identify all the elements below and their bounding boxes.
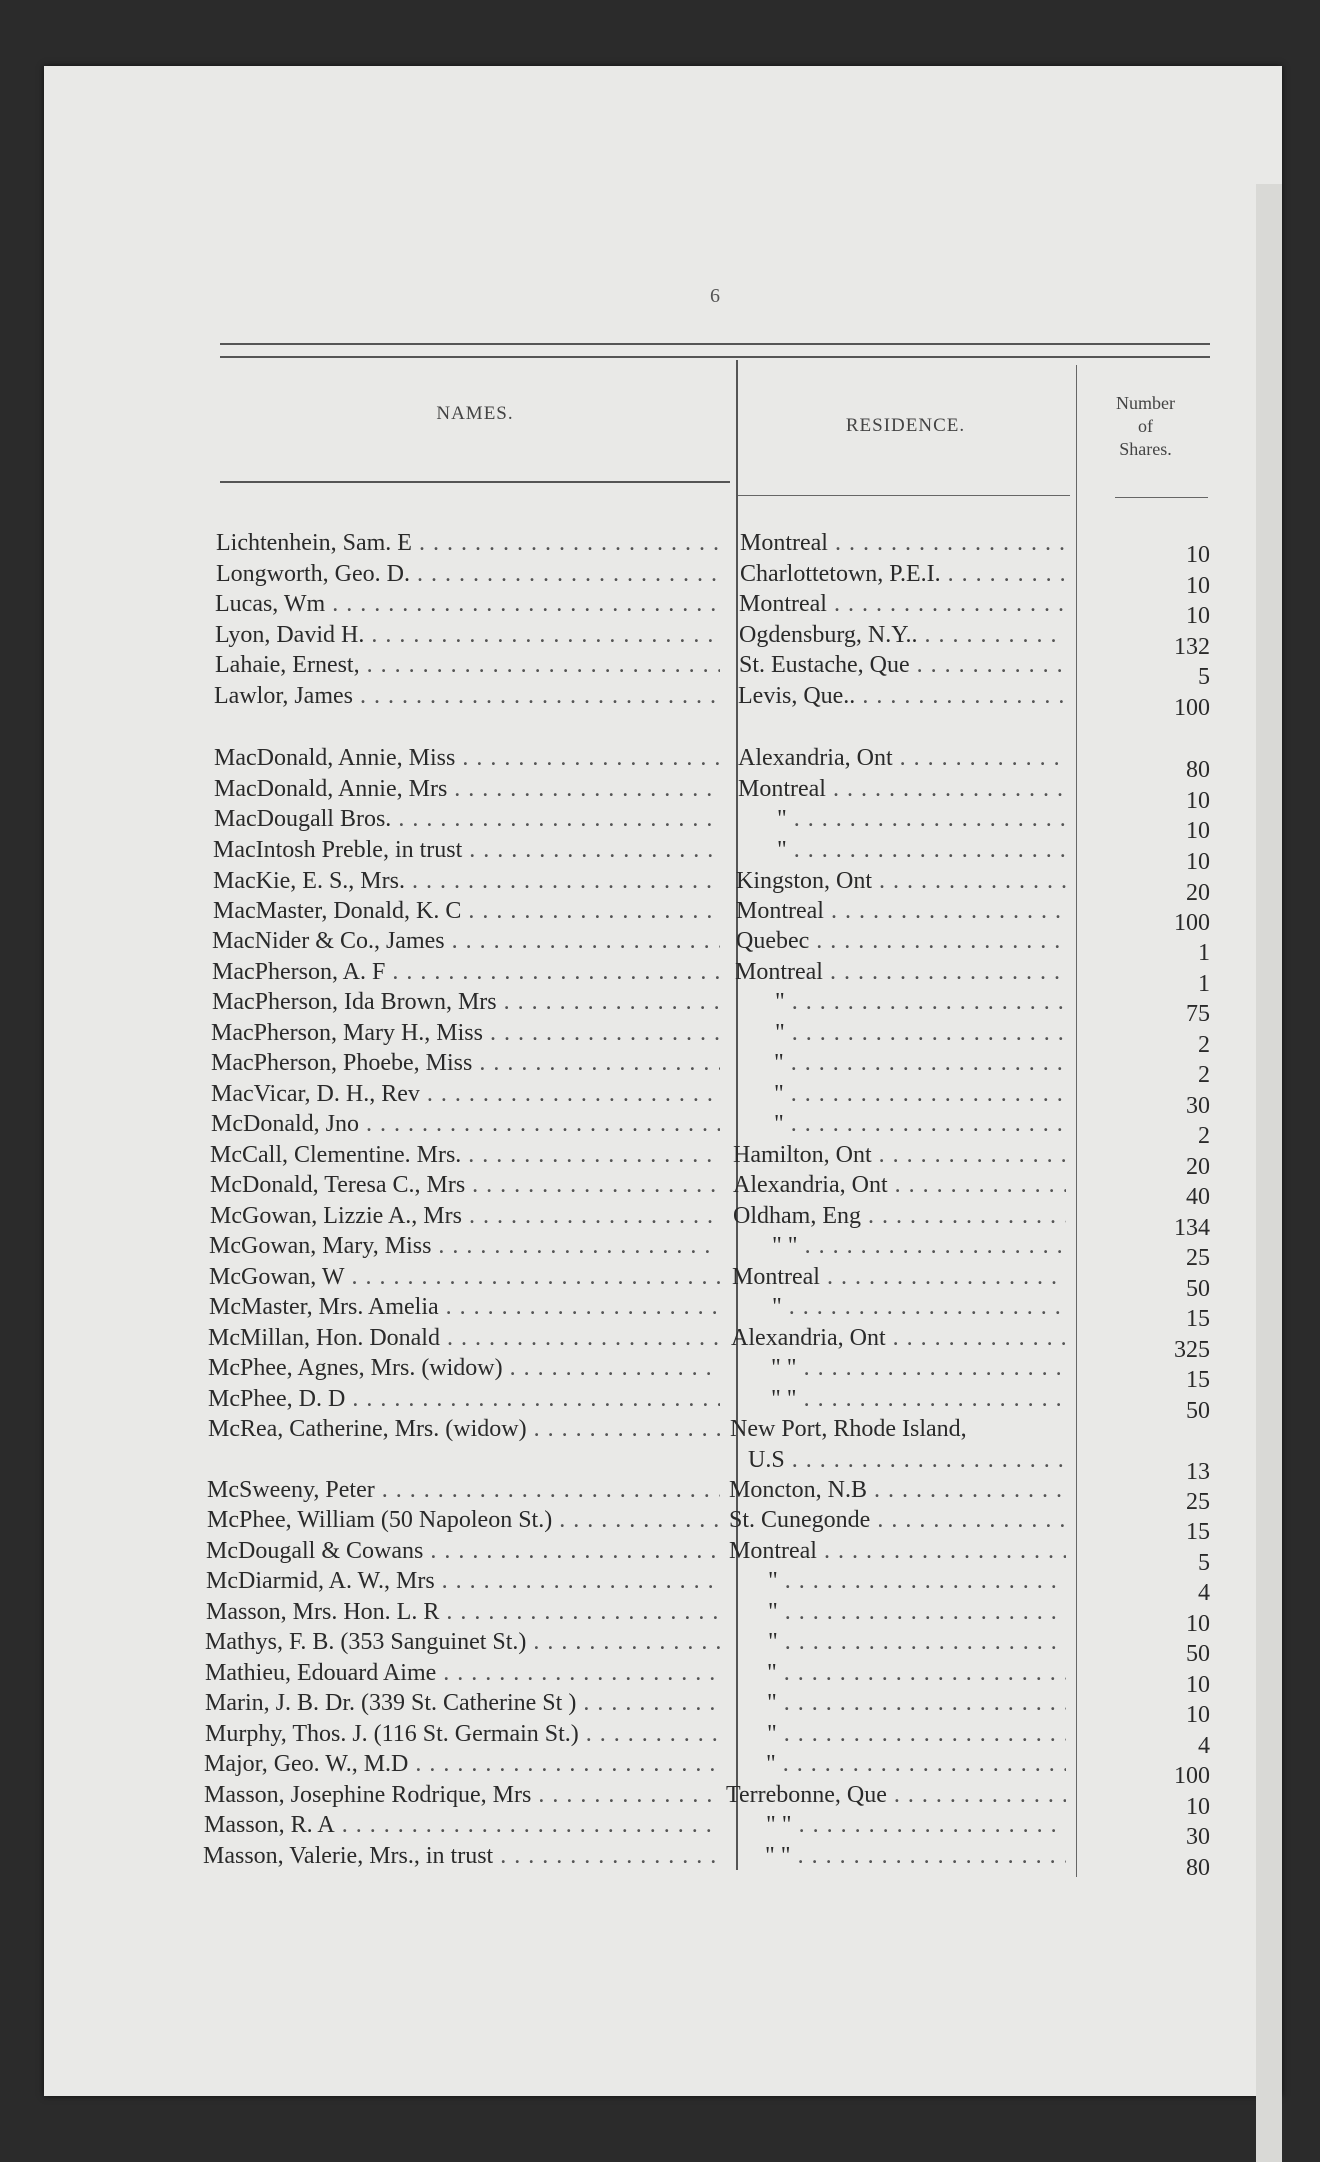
share-count: 4 [1198, 1733, 1210, 1759]
table-row [0, 1810, 1320, 1850]
table-row [0, 1292, 1320, 1332]
table-row [0, 804, 1320, 844]
table-row [0, 1079, 1320, 1119]
residence: St. Cunegonde . . . [729, 1505, 1066, 1535]
residence: Alexandria, Ont . . . [733, 1170, 1066, 1200]
share-count: 30 [1186, 1824, 1210, 1850]
table-row [0, 1170, 1320, 1210]
share-count: 10 [1186, 818, 1210, 844]
shareholder-name: McDiarmid, A. W., Mrs . . . [206, 1566, 720, 1596]
residence: Ogdensburg, N.Y.. . . . [739, 620, 1066, 650]
shareholder-name: MacVicar, D. H., Rev . . . [211, 1079, 720, 1109]
residence: " . . . [774, 1109, 1066, 1139]
table-row [0, 528, 1320, 568]
table-row [0, 1384, 1320, 1424]
shareholder-name: McPhee, Agnes, Mrs. (widow) . . . [208, 1353, 720, 1383]
share-count: 15 [1186, 1367, 1210, 1393]
shareholder-name: Masson, R. A . . . [204, 1810, 720, 1840]
shareholder-name: McGowan, W . . . [209, 1262, 720, 1292]
shareholder-name: Lyon, David H. . . . [215, 620, 720, 650]
shareholder-name: McDougall & Cowans . . . [206, 1536, 720, 1566]
residence: Terrebonne, Que . . . [726, 1780, 1066, 1810]
shares-header-line-3: Shares. [1119, 439, 1172, 459]
share-count: 50 [1186, 1398, 1210, 1424]
shares-header-line-1: Number [1116, 393, 1175, 413]
residence: " . . . [774, 1048, 1066, 1078]
residence: Montreal . . . [736, 896, 1066, 926]
table-row [0, 1719, 1320, 1759]
share-count: 10 [1186, 603, 1210, 629]
residence: " . . . [767, 1719, 1066, 1749]
residence: St. Eustache, Que . . . [739, 650, 1066, 680]
shareholder-name: Major, Geo. W., M.D . . . [204, 1749, 720, 1779]
shareholder-name: Masson, Mrs. Hon. L. R . . . [206, 1597, 720, 1627]
share-count: 100 [1174, 1763, 1210, 1789]
table-row [0, 774, 1320, 814]
share-count: 80 [1186, 1855, 1210, 1881]
table-row [0, 1597, 1320, 1637]
residence: " . . . [767, 1658, 1066, 1688]
shareholder-name: Mathys, F. B. (353 Sanguinet St.) . . . [205, 1627, 720, 1657]
share-count: 25 [1186, 1245, 1210, 1271]
column-header-residence: RESIDENCE. [845, 415, 966, 436]
residence: " " . . . [771, 1353, 1066, 1383]
residence: " . . . [767, 1688, 1066, 1718]
share-count: 75 [1186, 1001, 1210, 1027]
table-row [0, 1475, 1320, 1515]
residence: " " . . . [771, 1384, 1066, 1414]
table-row [0, 926, 1320, 966]
table-row [0, 1109, 1320, 1149]
share-count: 100 [1174, 695, 1210, 721]
shareholder-name: Lahaie, Ernest, . . . [215, 650, 720, 680]
table-row [0, 681, 1320, 721]
share-count: 2 [1198, 1032, 1210, 1058]
table-row [0, 1505, 1320, 1545]
share-count: 20 [1186, 880, 1210, 906]
residence: Montreal . . . [729, 1536, 1066, 1566]
table-row [0, 1780, 1320, 1820]
share-count: 2 [1198, 1062, 1210, 1088]
residence: " . . . [768, 1627, 1066, 1657]
shareholder-name: McGowan, Lizzie A., Mrs . . . [210, 1201, 720, 1231]
share-count: 10 [1186, 1672, 1210, 1698]
table-row [0, 835, 1320, 875]
residence: " " . . . [765, 1841, 1066, 1871]
shareholder-name: McRea, Catherine, Mrs. (widow) . . . [208, 1414, 720, 1444]
table-row [0, 1749, 1320, 1789]
residence: Moncton, N.B . . . [729, 1475, 1066, 1505]
share-count: 4 [1198, 1580, 1210, 1606]
shareholder-name: Marin, J. B. Dr. (339 St. Catherine St ) . . . [205, 1688, 720, 1718]
shareholder-name: McGowan, Mary, Miss . . . [209, 1231, 720, 1261]
table-row [0, 1841, 1320, 1881]
residence: " " . . . [766, 1810, 1066, 1840]
residence: Montreal . . . [739, 589, 1066, 619]
column-header-names: NAMES. [436, 403, 514, 424]
share-count: 5 [1198, 1550, 1210, 1576]
shareholder-name: McPhee, William (50 Napoleon St.) . . . [207, 1505, 720, 1535]
residence: Montreal . . . [735, 957, 1066, 987]
share-count: 15 [1186, 1519, 1210, 1545]
share-count: 1 [1198, 971, 1210, 997]
share-count: 134 [1174, 1215, 1210, 1241]
shareholder-name: Murphy, Thos. J. (116 St. Germain St.) . . . [205, 1719, 720, 1749]
table-row [0, 1262, 1320, 1302]
shareholder-name: MacDonald, Annie, Mrs . . . [214, 774, 720, 804]
residence: " . . . [766, 1749, 1066, 1779]
residence: Kingston, Ont . . . [736, 866, 1066, 896]
share-count: 10 [1186, 573, 1210, 599]
residence: " . . . [768, 1566, 1066, 1596]
table-row [0, 1566, 1320, 1606]
residence: Montreal . . . [738, 774, 1066, 804]
table-row [0, 1140, 1320, 1180]
share-count: 40 [1186, 1184, 1210, 1210]
residence: New Port, Rhode Island, [730, 1416, 967, 1442]
shareholder-name: MacIntosh Preble, in trust . . . [213, 835, 720, 865]
residence: " " . . . [772, 1231, 1066, 1261]
shareholder-name: McCall, Clementine. Mrs. . . . [210, 1140, 720, 1170]
table-row [0, 650, 1320, 690]
shareholder-name: Masson, Josephine Rodrique, Mrs . . . [204, 1780, 720, 1810]
residence: Levis, Que.. . . . [738, 681, 1066, 711]
residence: Charlottetown, P.E.I. . . . [740, 559, 1066, 589]
table-row [0, 1231, 1320, 1271]
share-count: 50 [1186, 1276, 1210, 1302]
residence: Quebec . . . [736, 926, 1066, 956]
table-row [0, 1627, 1320, 1667]
share-count: 50 [1186, 1641, 1210, 1667]
shareholder-name: Longworth, Geo. D. . . . [216, 559, 720, 589]
residence: " . . . [775, 987, 1066, 1017]
shareholder-name: Lawlor, James . . . [214, 681, 720, 711]
share-count: 25 [1186, 1489, 1210, 1515]
shareholder-name: McSweeny, Peter . . . [207, 1475, 720, 1505]
shareholder-name: MacKie, E. S., Mrs. . . . [213, 866, 720, 896]
share-count: 100 [1174, 910, 1210, 936]
table-row [0, 1048, 1320, 1088]
shareholder-name: McPhee, D. D . . . [208, 1384, 720, 1414]
residence: " . . . [772, 1292, 1066, 1322]
residence: Hamilton, Ont . . . [733, 1140, 1066, 1170]
share-count: 325 [1174, 1337, 1210, 1363]
table-row [0, 957, 1320, 997]
share-count: 10 [1186, 542, 1210, 568]
shareholder-name: Lichtenhein, Sam. E . . . [216, 528, 720, 558]
shareholder-name: MacDougall Bros. . . . [214, 804, 720, 834]
share-count: 10 [1186, 1702, 1210, 1728]
residence: Alexandria, Ont . . . [731, 1323, 1066, 1353]
table-row [0, 1353, 1320, 1393]
shareholder-name: McMaster, Mrs. Amelia . . . [209, 1292, 720, 1322]
shareholder-name: Mathieu, Edouard Aime . . . [205, 1658, 720, 1688]
shareholder-name: McDonald, Jno . . . [211, 1109, 720, 1139]
share-count: 2 [1198, 1123, 1210, 1149]
share-count: 10 [1186, 1794, 1210, 1820]
page-number: 6 [710, 285, 720, 307]
shareholder-name: McDonald, Teresa C., Mrs . . . [210, 1170, 720, 1200]
table-row [0, 866, 1320, 906]
share-count: 10 [1186, 1611, 1210, 1637]
table-row [0, 1688, 1320, 1728]
table-row [0, 896, 1320, 936]
residence: " . . . [775, 1018, 1066, 1048]
share-count: 10 [1186, 849, 1210, 875]
residence: U.S . . . [748, 1445, 1066, 1475]
shareholder-name: Lucas, Wm . . . [215, 589, 720, 619]
shares-header-line-2: of [1138, 416, 1153, 436]
residence: Montreal . . . [740, 528, 1066, 558]
residence: Oldham, Eng . . . [733, 1201, 1066, 1231]
residence: " . . . [774, 1079, 1066, 1109]
residence: " . . . [777, 804, 1066, 834]
table-row [0, 1414, 1320, 1445]
shareholder-name: MacPherson, A. F . . . [212, 957, 720, 987]
residence: Montreal . . . [732, 1262, 1066, 1292]
shareholder-name: MacNider & Co., James . . . [212, 926, 720, 956]
shareholder-name: MacPherson, Ida Brown, Mrs . . . [212, 987, 720, 1017]
table-row [0, 1018, 1320, 1058]
share-count: 80 [1186, 757, 1210, 783]
table-row [0, 743, 1320, 783]
share-count: 30 [1186, 1093, 1210, 1119]
shareholder-name: Masson, Valerie, Mrs., in trust . . . [203, 1841, 720, 1871]
residence: Alexandria, Ont . . . [738, 743, 1066, 773]
share-count: 5 [1198, 664, 1210, 690]
table-row [0, 1658, 1320, 1698]
share-count: 1 [1198, 940, 1210, 966]
share-count: 20 [1186, 1154, 1210, 1180]
table-row [0, 559, 1320, 599]
residence: " . . . [777, 835, 1066, 865]
shareholder-name: MacPherson, Mary H., Miss . . . [211, 1018, 720, 1048]
shareholder-name: McMillan, Hon. Donald . . . [208, 1323, 720, 1353]
table-row [0, 1323, 1320, 1363]
shareholder-name: MacMaster, Donald, K. C . . . [213, 896, 720, 926]
share-count: 10 [1186, 788, 1210, 814]
table-row [0, 1445, 1320, 1485]
table-row [0, 1536, 1320, 1576]
share-count: 13 [1186, 1459, 1210, 1485]
share-count: 15 [1186, 1306, 1210, 1332]
table-row [0, 620, 1320, 660]
share-count: 132 [1174, 634, 1210, 660]
residence: " . . . [768, 1597, 1066, 1627]
shareholder-name: MacDonald, Annie, Miss . . . [214, 743, 720, 773]
table-row [0, 589, 1320, 629]
shareholder-name: MacPherson, Phoebe, Miss . . . [211, 1048, 720, 1078]
table-row [0, 987, 1320, 1027]
table-row [0, 1201, 1320, 1241]
